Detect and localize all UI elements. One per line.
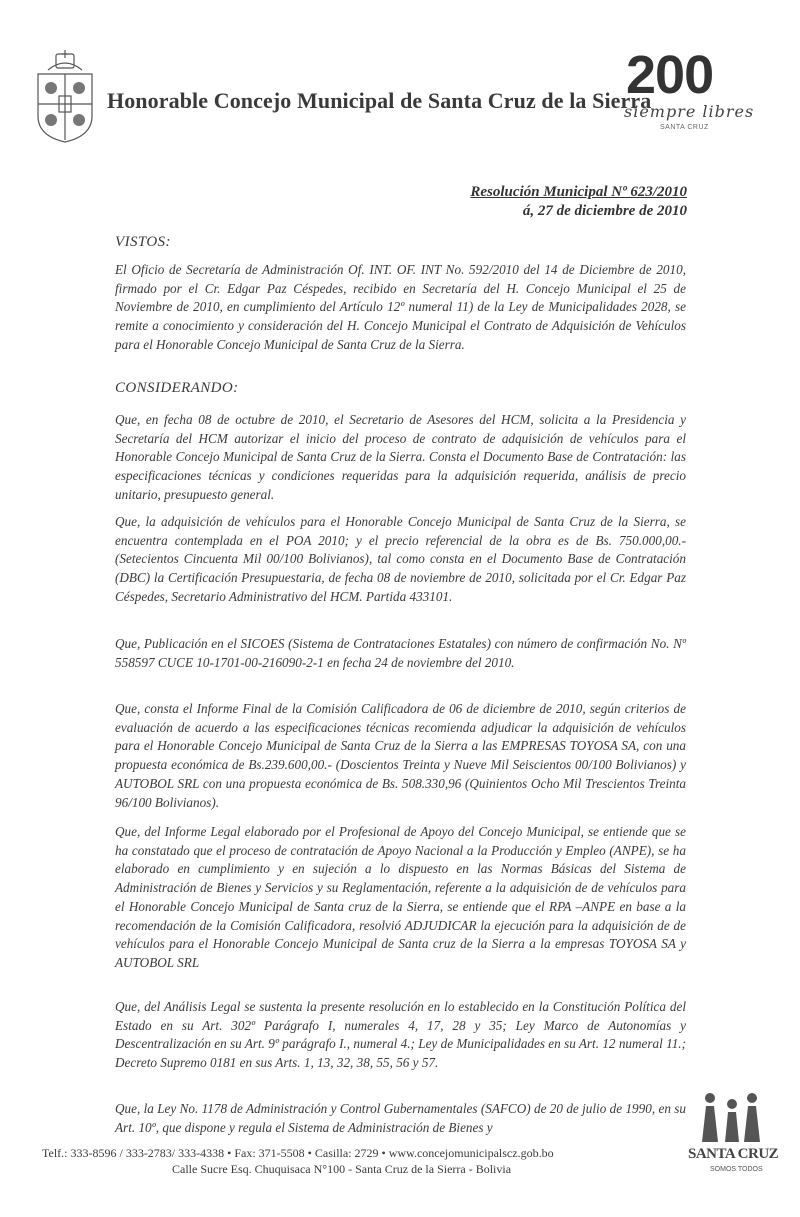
considerando-paragraph-2: Que, la adquisición de vehículos para el Honorable Concejo Municipal de Santa Cruz de la Sierra, se encuentra contemplada en el POA 2010; y el precio referencial de la obra es de Bs. 750.000,00.- (Setecientos Cincuenta Mil 00/100 Bolivianos), tal como consta en el Documento Base de Contratación (DBC) la Certificación Presupuestaria, de fecha 08 de noviembre de 2010, solicitada por el Cr. Edgar Paz Céspedes, Secretario Administrativo del HCM. Partida 433101. (115, 514, 686, 604)
anniversary-subtitle: SANTA CRUZ (660, 124, 709, 131)
considerando-paragraph-1: Que, en fecha 08 de octubre de 2010, el Secretario de Asesores del HCM, solicita a la Presidencia y Secretaría del HCM autorizar el inicio del proceso de contrato de adquisición de vehículos para el Honorable Concejo Municipal de Santa Cruz de la Sierra. Consta el Documento Base de Contratación: las especificaciones técnicas y condiciones requeridas para la adquisición requerida, análisis de precio unitario, presupuesto general. (115, 412, 686, 502)
institution-title: Honorable Concejo Municipal de Santa Cruz de la Sierra (107, 88, 652, 113)
considerando-heading: CONSIDERANDO: (115, 380, 239, 396)
anniversary-number: 200 (626, 45, 714, 105)
considerando-paragraph-4: Que, consta el Informe Final de la Comisión Calificadora de 06 de diciembre de 2010, según criterios de evaluación de acuerdo a las especificaciones técnicas recomienda adjudicar la adquisición de vehículos para el Honorable Concejo Municipal de Santa Cruz de la Sierra a las EMPRESAS TOYOSA SA, con una propuesta económica de Bs.239.600,00.- (Doscientos Treinta y Nueve Mil Seiscientos 00/100 Bolivianos) y AUTOBOL SRL con una propuesta económica de Bs. 508.330,96 (Quinientos Ocho Mil Trescientos Treinta 96/100 Bolivianos). (115, 701, 686, 810)
coat-of-arms-icon (34, 50, 96, 144)
resolution-date: á, 27 de diciembre de 2010 (522, 203, 687, 219)
santa-cruz-logo-name: SANTA CRUZ (688, 1146, 779, 1162)
considerando-paragraph-6: Que, del Análisis Legal se sustenta la presente resolución en lo establecido en la Constitución Política del Estado en su Art. 302º Parágrafo I, numerales 4, 17, 28 y 35; Ley Marco de Autonomías y Descentralización en su Art. 9º parágrafo I., numeral 4.; Ley de Municipalidades en su Art. 12 numeral 11.; Decreto Supremo 0181 en sus Arts. 1, 13, 32, 38, 55, 56 y 57. (115, 999, 686, 1071)
people-figures-icon (688, 1090, 778, 1146)
santa-cruz-logo (688, 1090, 778, 1180)
considerando-paragraph-7: Que, la Ley No. 1178 de Administración y Control Gubernamentales (SAFCO) de 20 de julio de 1990, en su Art. 10º, que dispone y regula el Sistema de Administración de Bienes y (115, 1101, 686, 1135)
resolution-title: Resolución Municipal Nº 623/2010 (470, 184, 687, 200)
considerando-paragraph-5: Que, del Informe Legal elaborado por el Profesional de Apoyo del Concejo Municipal, se entiende que se ha constatado que el proceso de contratación de Apoyo Nacional a la Producción y Empleo (ANPE), se ha elaborado en cumplimiento y en sujeción a lo dispuesto en las Normas Básicas del Sistema de Administración de Bienes y Servicios y su Reglamentación, referente a la adquisición de de vehículos para el Honorable Concejo Municipal de Santa cruz de la Sierra, se entiende que el RPA –ANPE en base a la recomendación de la Comisión Calificadora, resolvió ADJUDICAR la ejecución para la adquisición de de vehículos para el Honorable Concejo Municipal de Santa cruz de la Sierra a la empresas TOYOSA SA y AUTOBOL SRL (115, 824, 686, 970)
footer-address: Calle Sucre Esq. Chuquisaca N°100 - Santa Cruz de la Sierra - Bolivia (172, 1162, 512, 1176)
vistos-heading: VISTOS: (115, 234, 171, 250)
santa-cruz-logo-tag: SOMOS TODOS (710, 1166, 763, 1173)
footer-contact: Telf.: 333-8596 / 333-2783/ 333-4338 • Fax: 371-5508 • Casilla: 2729 • www.concejomunicipalscz.gob.bo (42, 1146, 554, 1160)
vistos-paragraph: El Oficio de Secretaría de Administración Of. INT. OF. INT No. 592/2010 del 14 de Diciembre de 2010, firmado por el Cr. Edgar Paz Céspedes, recibido en Secretaría del H. Concejo Municipal el 25 de Noviembre de 2010, en cumplimiento del Artículo 12º numeral 11) de la Ley de Municipalidades 2028, se remite a conocimiento y consideración del H. Concejo Municipal el Contrato de Adquisición de Vehículos para el Honorable Concejo Municipal de Santa Cruz de la Sierra. (115, 262, 686, 352)
anniversary-script: siempre libres (624, 102, 755, 121)
bicentennial-logo (622, 45, 762, 138)
considerando-paragraph-3: Que, Publicación en el SICOES (Sistema de Contrataciones Estatales) con número de confirmación No. Nº 558597 CUCE 10-1701-00-216090-2-1 en fecha 24 de noviembre del 2010. (115, 636, 686, 670)
